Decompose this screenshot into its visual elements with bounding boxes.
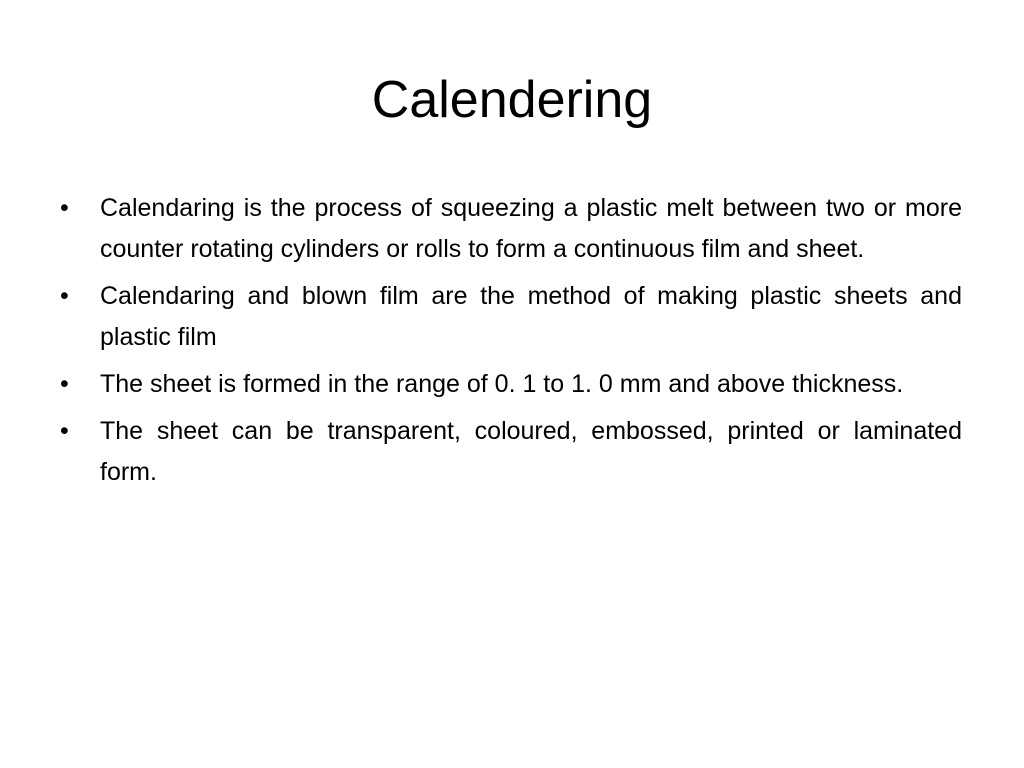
slide-title: Calendering	[371, 71, 653, 129]
bullet-text: The sheet is formed in the range of 0. 1 to 1. 0 mm and above thickness.	[100, 370, 904, 398]
bullet-icon: •	[60, 417, 69, 445]
bullet-item	[56, 188, 962, 270]
bullet-text: Calendaring is the process of squeezing a plastic melt between two or more counter rotating cylinders or rolls to form a continuous film and sheet.	[100, 194, 962, 263]
bullet-item	[56, 411, 962, 493]
bullet-list	[56, 188, 962, 499]
bullet-text: Calendaring and blown film are the method of making plastic sheets and plastic film	[100, 282, 962, 351]
bullet-icon: •	[60, 282, 69, 310]
bullet-text: The sheet can be transparent, coloured, embossed, printed or laminated form.	[100, 417, 962, 486]
bullet-icon: •	[60, 370, 69, 398]
bullet-item	[56, 276, 962, 358]
bullet-item	[56, 364, 962, 405]
bullet-icon: •	[60, 194, 69, 222]
